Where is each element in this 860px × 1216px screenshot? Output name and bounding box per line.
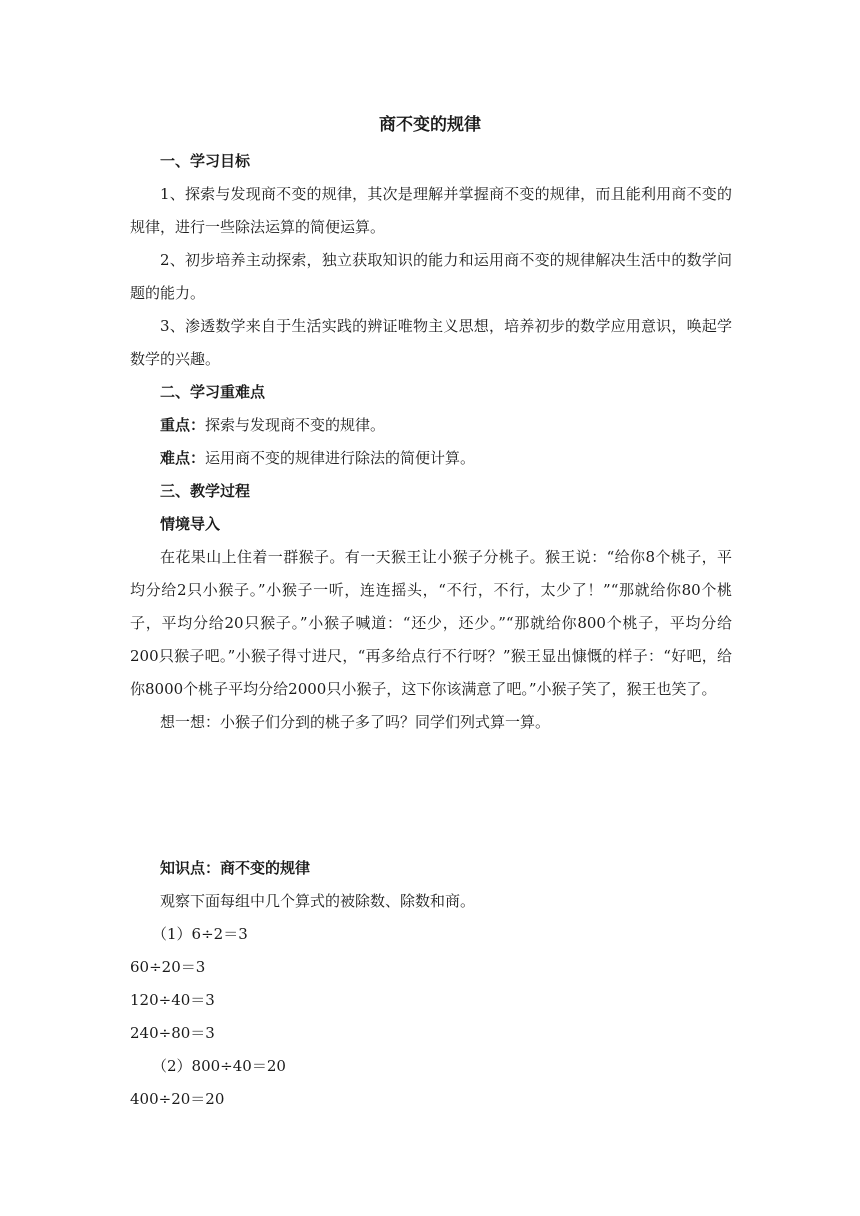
equation-line: 400÷20＝20: [130, 1090, 225, 1108]
subheading-intro: 情境导入: [160, 515, 221, 533]
story-paragraph: 在花果山上住着一群猴子。有一天猴王让小猴子分桃子。猴王说：“给你8个桃子，平均分给2只小猴子。”小猴子一听，连连摇头，“不行，不行，太少了！”“那就给你80个桃子，平均分给20只猴子。”小猴子喊道：“还少，还少。”“那就给你800个桃子，平均分给200只猴子吧。”小猴子得寸进尺，“再多给点行不行呀？”猴王显出慷慨的样子：“好吧，给你8000个桃子平均分给2000只小猴子，这下你该满意了吧。”小猴子笑了，猴王也笑了。: [130, 548, 732, 698]
knowledge-section: [130, 852, 732, 1116]
equation-line: [130, 918, 732, 951]
equation: 800÷40＝20: [191, 1057, 286, 1075]
section-heading-difficulties: 二、学习重难点: [160, 383, 266, 401]
key-point-text: 探索与发现商不变的规律。: [205, 416, 386, 434]
goal-paragraph: 1、探索与发现商不变的规律，其次是理解并掌握商不变的规律，而且能利用商不变的规律，进行一些除法运算的简便运算。: [130, 185, 732, 236]
difficult-point: [130, 442, 732, 475]
key-point-label: 重点：: [160, 416, 206, 434]
difficult-point-label: 难点：: [160, 449, 206, 467]
think-paragraph: 想一想：小猴子们分到的桃子多了吗？同学们列式算一算。: [160, 713, 551, 731]
difficult-point-text: 运用商不变的规律进行除法的简便计算。: [205, 449, 476, 467]
equation: 6÷2＝3: [191, 925, 248, 943]
goal-paragraph: 2、初步培养主动探索，独立获取知识的能力和运用商不变的规律解决生活中的数学问题的能力。: [130, 251, 732, 302]
page-title: 商不变的规律: [379, 115, 481, 135]
section-heading-goals: 一、学习目标: [160, 152, 251, 170]
group-label: （2）: [152, 1057, 192, 1075]
equation-line: 240÷80＝3: [130, 1024, 215, 1042]
equation-line: [130, 1050, 732, 1083]
goal-paragraph: 3、渗透数学来自于生活实践的辨证唯物主义思想，培养初步的数学应用意识，唤起学数学的兴趣。: [130, 317, 732, 368]
observe-text: 观察下面每组中几个算式的被除数、除数和商。: [160, 892, 476, 910]
equation-line: 120÷40＝3: [130, 991, 215, 1009]
knowledge-heading: 知识点：商不变的规律: [160, 859, 311, 877]
section-heading-process: 三、教学过程: [160, 482, 251, 500]
equation-line: 60÷20＝3: [130, 958, 206, 976]
group-label: （1）: [152, 925, 192, 943]
main-content: [130, 145, 732, 739]
key-point: [130, 409, 732, 442]
